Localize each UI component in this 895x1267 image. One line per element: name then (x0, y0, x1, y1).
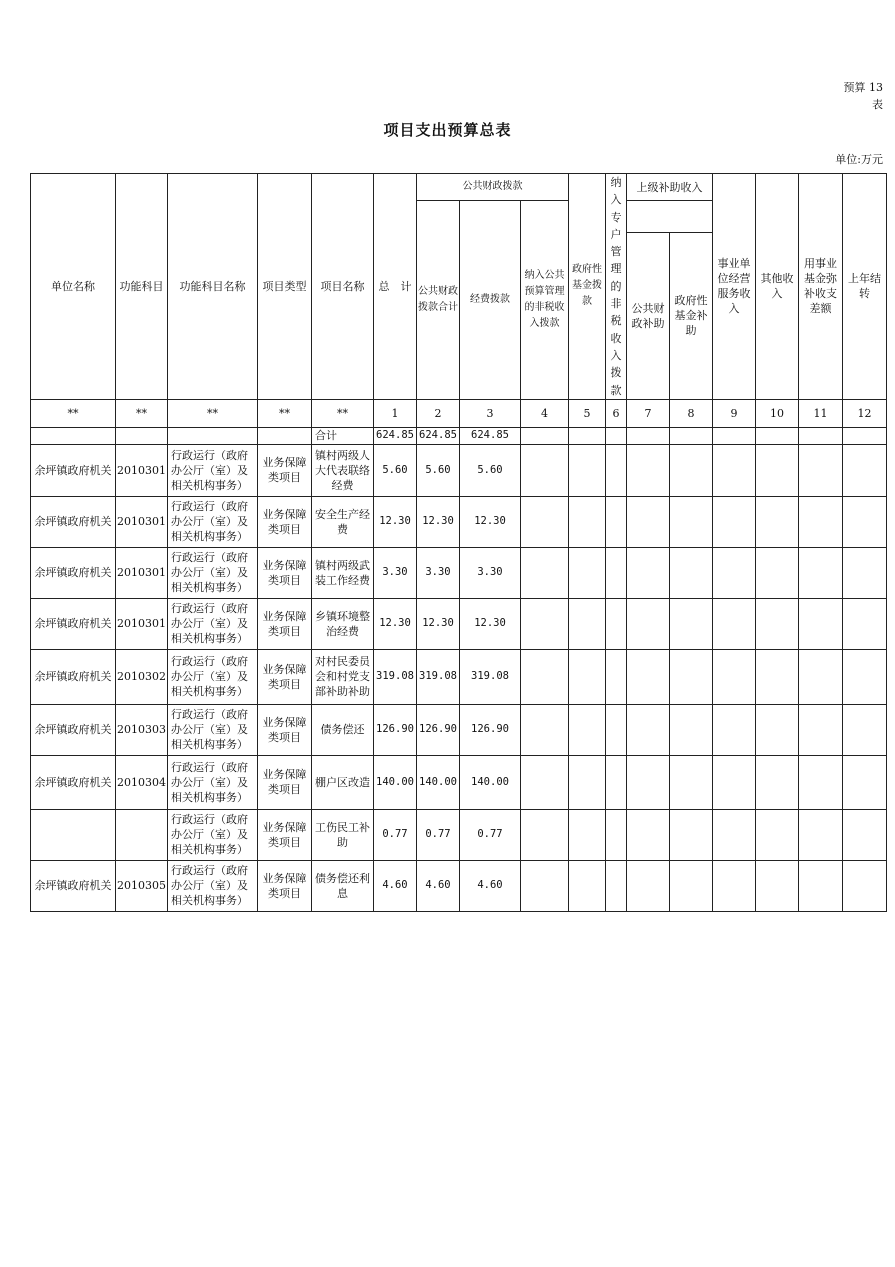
header-pf-nontax: 纳入公共预算管理的非税收入拨款 (521, 201, 569, 400)
cell-empty (713, 704, 756, 755)
cell-empty (713, 547, 756, 598)
cell-empty (843, 809, 887, 860)
index-cell: 5 (569, 399, 606, 427)
table-row (31, 809, 887, 860)
cell-empty (756, 860, 799, 911)
table-row (31, 444, 887, 496)
cell-pf-funds: 126.90 (460, 704, 521, 755)
cell-empty (843, 755, 887, 809)
cell-empty (627, 496, 670, 547)
cell-unit-name: 余坪镇政府机关 (31, 598, 116, 649)
cell-empty (521, 496, 569, 547)
table-row (31, 598, 887, 649)
cell-func-code (116, 809, 168, 860)
cell-empty (606, 496, 627, 547)
cell-empty (843, 704, 887, 755)
cell-pf-funds: 319.08 (460, 649, 521, 704)
header-total: 总 计 (374, 174, 417, 400)
cell-empty (799, 755, 843, 809)
cell-func-code: 2010303 (116, 704, 168, 755)
cell-total: 12.30 (374, 496, 417, 547)
cell-total: 3.30 (374, 547, 417, 598)
cell-empty (606, 444, 627, 496)
cell-empty (569, 444, 606, 496)
cell-proj-type: 业务保障类项目 (258, 598, 312, 649)
header-proj-name: 项目名称 (312, 174, 374, 400)
cell-unit-name: 余坪镇政府机关 (31, 547, 116, 598)
index-cell: ** (116, 399, 168, 427)
cell-pf-total: 0.77 (417, 809, 460, 860)
cell-empty (799, 547, 843, 598)
cell-empty (606, 860, 627, 911)
cell-empty (756, 704, 799, 755)
cell-proj-name: 棚户区改造 (312, 755, 374, 809)
cell-pf-total: 12.30 (417, 496, 460, 547)
cell-func-code: 2010305 (116, 860, 168, 911)
cell-proj-name: 工伤民工补助 (312, 809, 374, 860)
header-special-nontax: 纳入专户管理的非税收入拨款 (606, 174, 627, 400)
header-operating: 事业单位经营服务收入 (713, 174, 756, 400)
header-public-finance: 公共财政拨款 (417, 174, 569, 201)
cell-proj-name: 镇村两级武装工作经费 (312, 547, 374, 598)
cell-empty (799, 649, 843, 704)
index-cell: 3 (460, 399, 521, 427)
cell-pf-funds: 0.77 (460, 809, 521, 860)
cell-proj-type: 业务保障类项目 (258, 860, 312, 911)
cell-empty (756, 755, 799, 809)
page-title: 项目支出预算总表 (383, 121, 512, 139)
index-cell: ** (258, 399, 312, 427)
cell-proj-type: 业务保障类项目 (258, 755, 312, 809)
cell-total: 126.90 (374, 704, 417, 755)
cell-empty (569, 496, 606, 547)
table-row (31, 755, 887, 809)
cell-empty (521, 598, 569, 649)
cell-empty (521, 704, 569, 755)
cell-empty (670, 444, 713, 496)
cell-empty (799, 598, 843, 649)
cell-pf-total: 140.00 (417, 755, 460, 809)
cell-empty (569, 598, 606, 649)
cell-proj-name: 债务偿还利息 (312, 860, 374, 911)
cell-pf-funds: 12.30 (460, 598, 521, 649)
cell-empty (756, 444, 799, 496)
cell-empty (627, 809, 670, 860)
index-cell: 6 (606, 399, 627, 427)
cell-total: 0.77 (374, 809, 417, 860)
table-row (31, 496, 887, 547)
cell-unit-name: 余坪镇政府机关 (31, 496, 116, 547)
summary-total: 624.85 (374, 427, 417, 444)
index-cell: 11 (799, 399, 843, 427)
cell-func-code: 2010302 (116, 649, 168, 704)
cell-empty (713, 649, 756, 704)
cell-empty (713, 496, 756, 547)
cell-empty (670, 598, 713, 649)
cell-proj-name: 对村民委员会和村党支部补助补助 (312, 649, 374, 704)
cell-unit-name: 余坪镇政府机关 (31, 444, 116, 496)
cell-pf-total: 319.08 (417, 649, 460, 704)
cell-pf-funds: 3.30 (460, 547, 521, 598)
summary-pf-total: 624.85 (417, 427, 460, 444)
index-cell: 10 (756, 399, 799, 427)
cell-empty (521, 755, 569, 809)
table-number: 预算 13 表 (843, 81, 883, 111)
cell-func-name: 行政运行（政府办公厅（室）及相关机构事务） (168, 598, 258, 649)
cell-empty (670, 860, 713, 911)
cell-unit-name: 余坪镇政府机关 (31, 860, 116, 911)
cell-unit-name: 余坪镇政府机关 (31, 755, 116, 809)
cell-empty (569, 547, 606, 598)
cell-func-name: 行政运行（政府办公厅（室）及相关机构事务） (168, 860, 258, 911)
cell-empty (627, 755, 670, 809)
cell-empty (627, 860, 670, 911)
index-cell: 1 (374, 399, 417, 427)
table-row (31, 547, 887, 598)
header-func-code: 功能科目 (116, 174, 168, 400)
cell-func-name: 行政运行（政府办公厅（室）及相关机构事务） (168, 547, 258, 598)
header-sup-public: 公共财政补助 (627, 232, 670, 399)
header-sup-gov: 政府性基金补助 (670, 232, 713, 399)
cell-empty (569, 860, 606, 911)
cell-empty (521, 649, 569, 704)
cell-empty (670, 547, 713, 598)
cell-empty (521, 860, 569, 911)
index-cell: 4 (521, 399, 569, 427)
cell-func-code: 2010301 (116, 496, 168, 547)
cell-empty (713, 444, 756, 496)
cell-empty (606, 704, 627, 755)
cell-func-name: 行政运行（政府办公厅（室）及相关机构事务） (168, 444, 258, 496)
cell-pf-total: 126.90 (417, 704, 460, 755)
cell-empty (756, 598, 799, 649)
cell-func-name: 行政运行（政府办公厅（室）及相关机构事务） (168, 496, 258, 547)
index-cell: 8 (670, 399, 713, 427)
cell-proj-name: 乡镇环境整治经费 (312, 598, 374, 649)
cell-empty (627, 444, 670, 496)
header-func-name: 功能科目名称 (168, 174, 258, 400)
cell-empty (670, 755, 713, 809)
header-superior: 上级补助收入 (627, 174, 713, 201)
cell-empty (627, 598, 670, 649)
cell-empty (606, 755, 627, 809)
cell-unit-name: 余坪镇政府机关 (31, 704, 116, 755)
summary-pf-funds: 624.85 (460, 427, 521, 444)
header-pf-total: 公共财政拨款合计 (417, 201, 460, 400)
cell-proj-type: 业务保障类项目 (258, 444, 312, 496)
cell-pf-funds: 12.30 (460, 496, 521, 547)
cell-pf-funds: 4.60 (460, 860, 521, 911)
cell-empty (606, 649, 627, 704)
cell-empty (756, 496, 799, 547)
cell-proj-name: 镇村两级人大代表联络经费 (312, 444, 374, 496)
unit-label: 单位:万元 (835, 153, 883, 166)
cell-empty (843, 598, 887, 649)
cell-func-code: 2010301 (116, 547, 168, 598)
header-pf-funds: 经费拨款 (460, 201, 521, 400)
cell-total: 140.00 (374, 755, 417, 809)
index-cell: 2 (417, 399, 460, 427)
index-cell: ** (31, 399, 116, 427)
cell-total: 5.60 (374, 444, 417, 496)
index-cell: 9 (713, 399, 756, 427)
cell-empty (569, 649, 606, 704)
cell-empty (627, 649, 670, 704)
cell-unit-name: 余坪镇政府机关 (31, 649, 116, 704)
cell-proj-type: 业务保障类项目 (258, 496, 312, 547)
cell-total: 319.08 (374, 649, 417, 704)
cell-empty (569, 755, 606, 809)
cell-pf-total: 3.30 (417, 547, 460, 598)
cell-empty (606, 809, 627, 860)
cell-empty (521, 809, 569, 860)
cell-empty (627, 704, 670, 755)
cell-empty (799, 704, 843, 755)
summary-label: 合计 (312, 427, 374, 444)
table-row (31, 860, 887, 911)
index-cell: 7 (627, 399, 670, 427)
cell-func-name: 行政运行（政府办公厅（室）及相关机构事务） (168, 809, 258, 860)
cell-empty (627, 547, 670, 598)
cell-pf-total: 4.60 (417, 860, 460, 911)
cell-empty (606, 547, 627, 598)
cell-proj-name: 债务偿还 (312, 704, 374, 755)
cell-empty (799, 809, 843, 860)
cell-pf-total: 12.30 (417, 598, 460, 649)
index-cell: ** (168, 399, 258, 427)
cell-empty (756, 809, 799, 860)
cell-empty (843, 547, 887, 598)
cell-proj-name: 安全生产经费 (312, 496, 374, 547)
index-row (31, 399, 887, 427)
cell-unit-name (31, 809, 116, 860)
header-gov-fund: 政府性基金拨款 (569, 174, 606, 400)
cell-empty (713, 598, 756, 649)
cell-empty (799, 496, 843, 547)
cell-func-code: 2010301 (116, 598, 168, 649)
cell-empty (799, 444, 843, 496)
cell-empty (799, 860, 843, 911)
cell-total: 12.30 (374, 598, 417, 649)
cell-empty (843, 649, 887, 704)
cell-total: 4.60 (374, 860, 417, 911)
cell-func-name: 行政运行（政府办公厅（室）及相关机构事务） (168, 649, 258, 704)
cell-empty (569, 704, 606, 755)
cell-proj-type: 业务保障类项目 (258, 809, 312, 860)
header-unit-name: 单位名称 (31, 174, 116, 400)
cell-empty (670, 496, 713, 547)
cell-empty (670, 704, 713, 755)
cell-empty (843, 444, 887, 496)
cell-func-name: 行政运行（政府办公厅（室）及相关机构事务） (168, 755, 258, 809)
cell-empty (756, 547, 799, 598)
header-carryover: 上年结转 (843, 174, 887, 400)
header-proj-type: 项目类型 (258, 174, 312, 400)
cell-func-name: 行政运行（政府办公厅（室）及相关机构事务） (168, 704, 258, 755)
cell-empty (713, 809, 756, 860)
cell-pf-funds: 5.60 (460, 444, 521, 496)
cell-empty (670, 809, 713, 860)
cell-empty (756, 649, 799, 704)
cell-empty (606, 598, 627, 649)
index-cell: 12 (843, 399, 887, 427)
cell-pf-funds: 140.00 (460, 755, 521, 809)
cell-proj-type: 业务保障类项目 (258, 704, 312, 755)
table-row (31, 649, 887, 704)
cell-proj-type: 业务保障类项目 (258, 547, 312, 598)
cell-empty (843, 860, 887, 911)
cell-proj-type: 业务保障类项目 (258, 649, 312, 704)
cell-pf-total: 5.60 (417, 444, 460, 496)
cell-empty (843, 496, 887, 547)
cell-empty (713, 755, 756, 809)
header-balance: 用事业基金弥补收支差额 (799, 174, 843, 400)
budget-table (30, 173, 887, 912)
summary-row (31, 427, 887, 444)
cell-empty (670, 649, 713, 704)
cell-func-code: 2010304 (116, 755, 168, 809)
cell-empty (521, 444, 569, 496)
table-row (31, 704, 887, 755)
header-other: 其他收入 (756, 174, 799, 400)
cell-empty (521, 547, 569, 598)
index-cell: ** (312, 399, 374, 427)
cell-empty (713, 860, 756, 911)
cell-empty (569, 809, 606, 860)
cell-func-code: 2010301 (116, 444, 168, 496)
